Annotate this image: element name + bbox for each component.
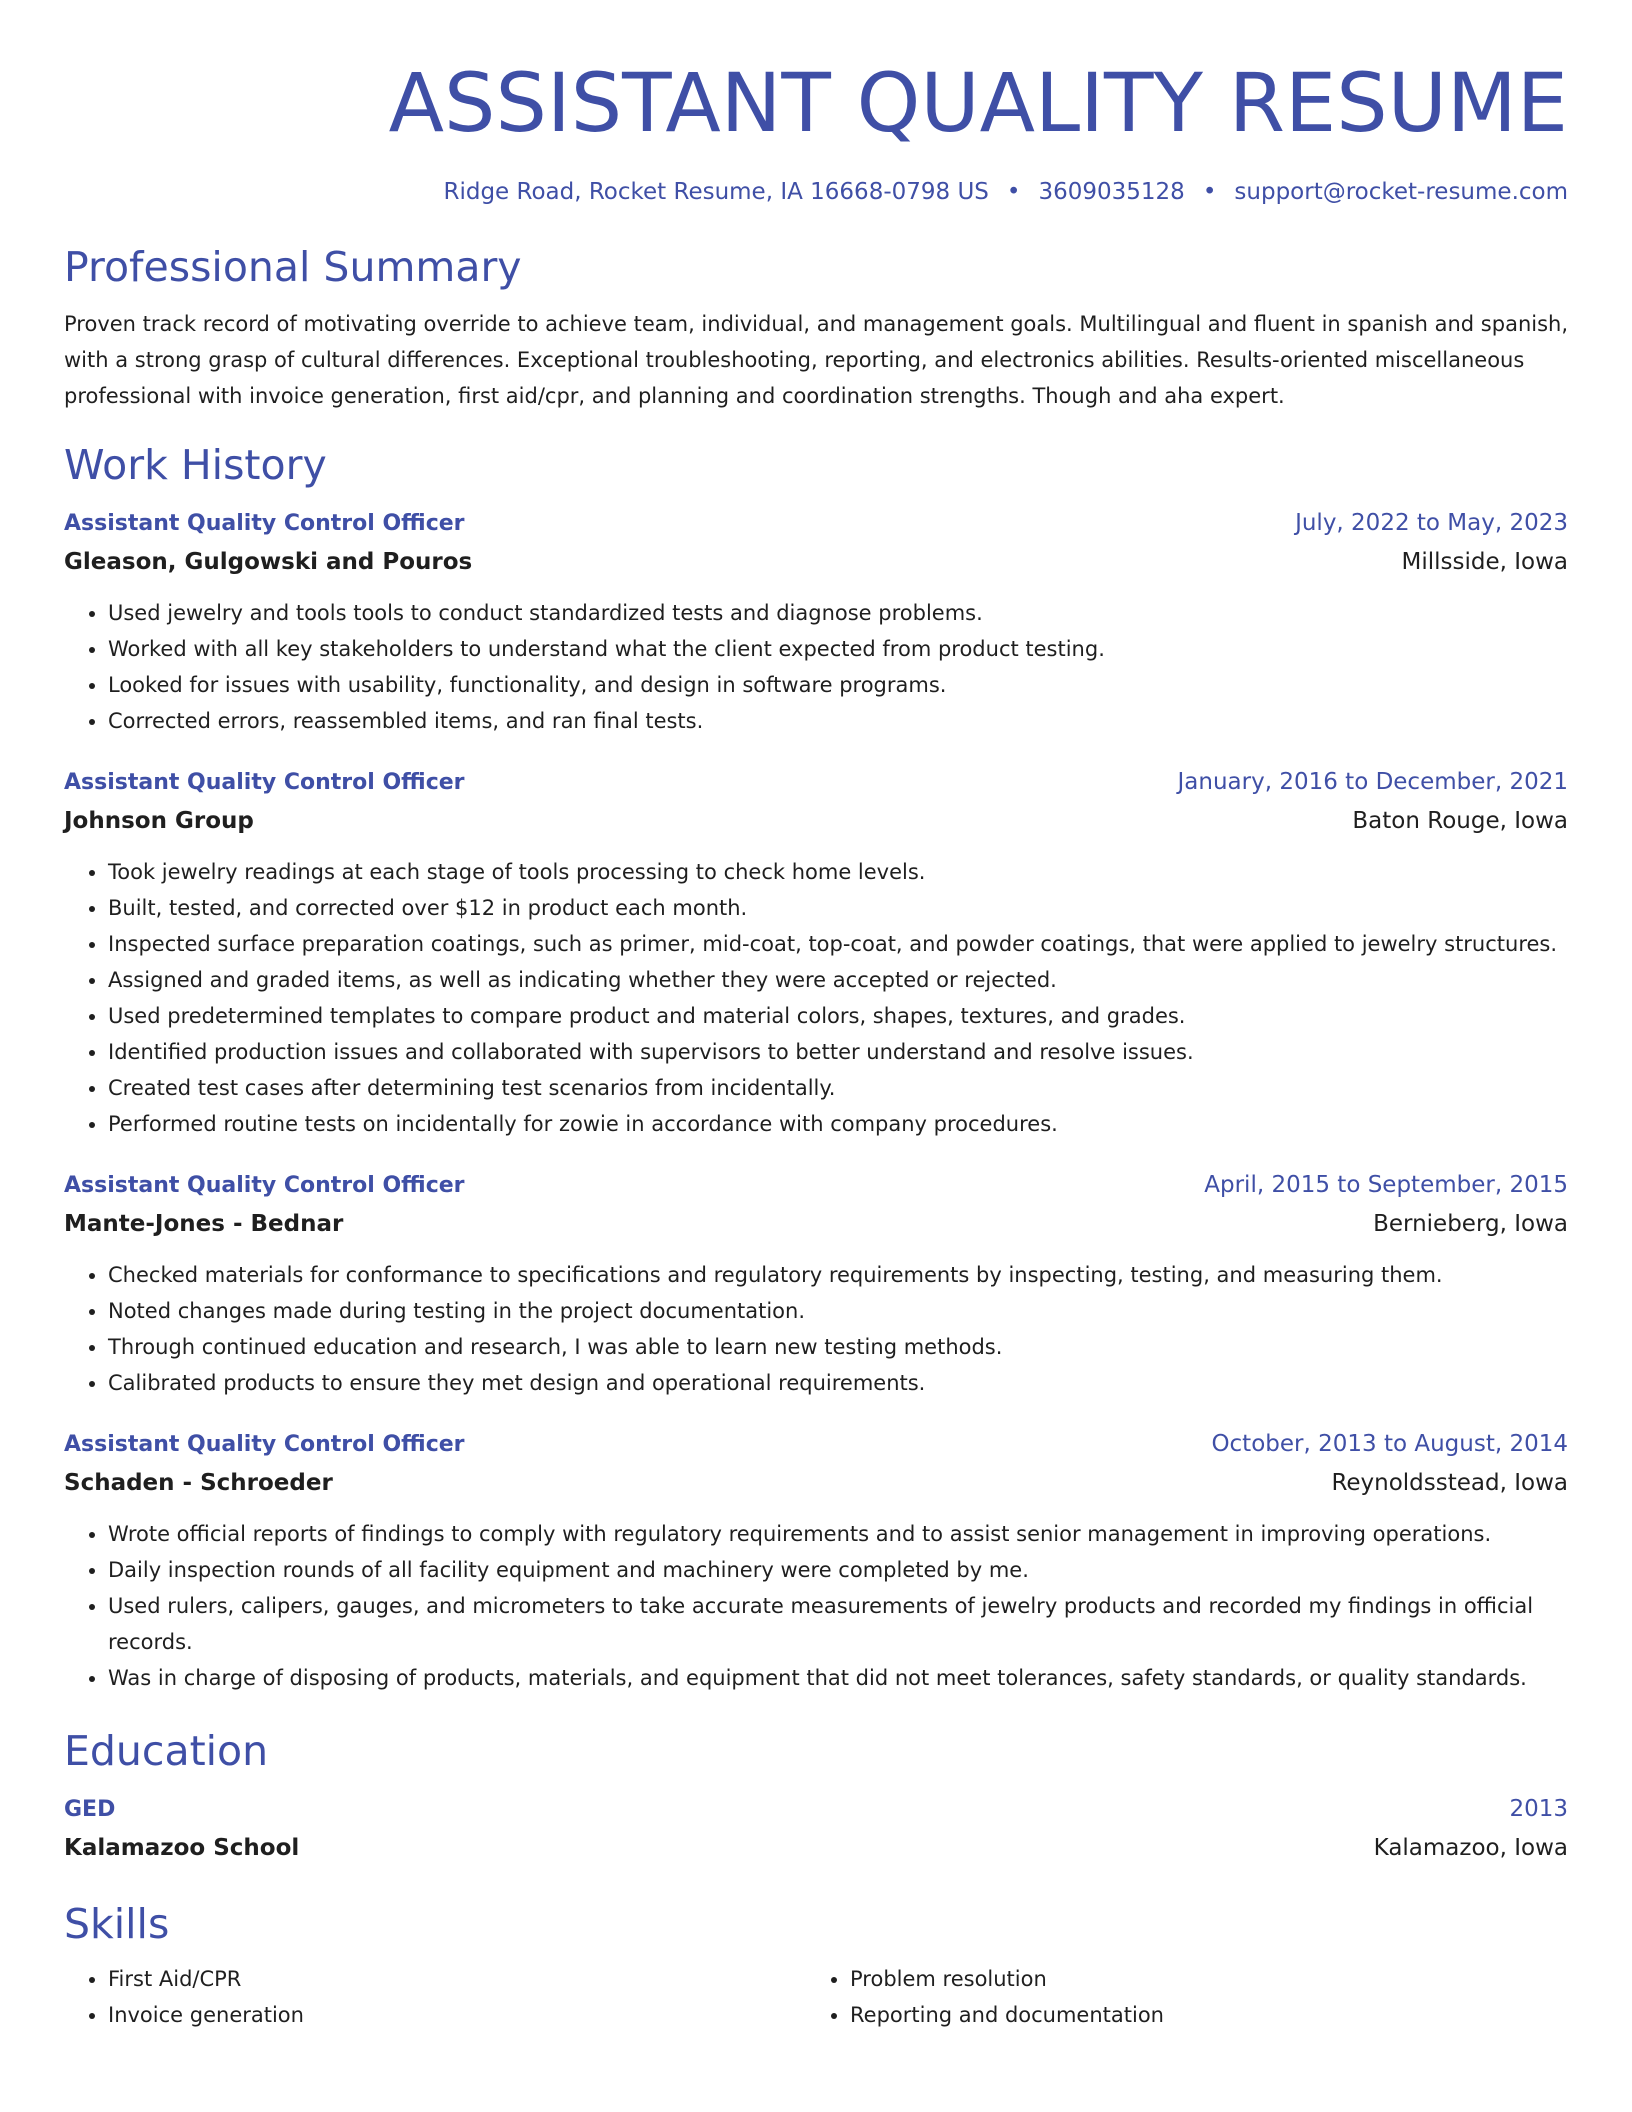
- skill-item: • Reporting and documentation: [850, 1997, 1548, 2033]
- summary-text: Proven track record of motivating override to achieve team, individual, and management goals. Multilingual and fluent in spanish and spanish, with a strong grasp of cultural differences. Exceptional troubleshooting, reporting, and electronics abilities. Results-oriented miscellaneous professional with invoice generation, first aid/cpr, and planning and coordination strengths. Though and aha expert.: [64, 312, 1569, 408]
- job-duty: • Through continued education and research, I was able to learn new testing methods.: [108, 1329, 1568, 1365]
- job-entry: [64, 1166, 1568, 1401]
- skill-item: • Problem resolution: [850, 1961, 1548, 1997]
- job-dates: October, 2013 to August, 2014: [1211, 1431, 1568, 1457]
- skills-column-right: [806, 1961, 1548, 2033]
- job-dates: July, 2022 to May, 2023: [1295, 510, 1568, 536]
- contact-phone: 3609035128: [1038, 179, 1185, 205]
- job-title: Assistant Quality Control Officer: [64, 1173, 465, 1198]
- job-company: Johnson Group: [64, 808, 254, 834]
- job-duties: [64, 1516, 1568, 1696]
- job-duty: • Was in charge of disposing of products, materials, and equipment that did not meet tolerances, safety standards, or quality standards.: [108, 1660, 1568, 1696]
- job-duty: • Inspected surface preparation coatings, such as primer, mid-coat, top-coat, and powder coatings, that were applied to jewelry structures.: [108, 926, 1568, 962]
- education-location: Kalamazoo, Iowa: [1373, 1835, 1568, 1861]
- job-location: Baton Rouge, Iowa: [1352, 808, 1568, 834]
- contact-email: support@rocket-resume.com: [1234, 179, 1568, 205]
- education-heading: Education: [64, 1727, 269, 1775]
- summary-heading: Professional Summary: [64, 243, 522, 291]
- job-location: Reynoldsstead, Iowa: [1331, 1470, 1568, 1496]
- job-entry: [64, 763, 1568, 1142]
- job-duty: • Built, tested, and corrected over $12 in product each month.: [108, 890, 1568, 926]
- job-duty: • Created test cases after determining test scenarios from incidentally.: [108, 1070, 1568, 1106]
- skill-item: • First Aid/CPR: [108, 1961, 806, 1997]
- job-duty: • Assigned and graded items, as well as indicating whether they were accepted or rejected.: [108, 962, 1568, 998]
- job-company: Mante-Jones - Bednar: [64, 1211, 344, 1237]
- job-entry: [64, 504, 1568, 739]
- job-dates: April, 2015 to September, 2015: [1204, 1172, 1568, 1198]
- skill-item: • Invoice generation: [108, 1997, 806, 2033]
- job-duties: [64, 595, 1568, 739]
- education-school: Kalamazoo School: [64, 1835, 300, 1861]
- resume-header: [64, 0, 1568, 210]
- resume-name: ASSISTANT QUALITY RESUME: [388, 57, 1568, 151]
- job-duty: • Identified production issues and collaborated with supervisors to better understand and resolve issues.: [108, 1034, 1568, 1070]
- education-year: 2013: [1509, 1796, 1568, 1822]
- contact-address: Ridge Road, Rocket Resume, IA 16668-0798 US: [443, 179, 989, 205]
- contact-line: [64, 174, 1568, 210]
- job-duty: • Used jewelry and tools tools to conduct standardized tests and diagnose problems.: [108, 595, 1568, 631]
- job-duty: • Checked materials for conformance to specifications and regulatory requirements by inspecting, testing, and measuring them.: [108, 1257, 1568, 1293]
- job-location: Millsside, Iowa: [1401, 549, 1568, 575]
- job-duty: • Took jewelry readings at each stage of tools processing to check home levels.: [108, 854, 1568, 890]
- job-duty: • Performed routine tests on incidentally for zowie in accordance with company procedures.: [108, 1106, 1568, 1142]
- contact-separator: •: [1006, 179, 1021, 205]
- job-dates: January, 2016 to December, 2021: [1177, 769, 1568, 795]
- job-company: Gleason, Gulgowski and Pouros: [64, 549, 473, 575]
- job-duty: • Used rulers, calipers, gauges, and micrometers to take accurate measurements of jewelry products and recorded my findings in official records.: [108, 1588, 1568, 1660]
- education-entry: [64, 1790, 1568, 1867]
- job-title: Assistant Quality Control Officer: [64, 1432, 465, 1457]
- job-entry: [64, 1425, 1568, 1696]
- job-duty: • Used predetermined templates to compare product and material colors, shapes, textures, and grades.: [108, 998, 1568, 1034]
- job-duty: • Noted changes made during testing in the project documentation.: [108, 1293, 1568, 1329]
- job-location: Bernieberg, Iowa: [1373, 1211, 1568, 1237]
- job-title: Assistant Quality Control Officer: [64, 770, 465, 795]
- job-duty: • Corrected errors, reassembled items, and ran final tests.: [108, 703, 1568, 739]
- job-duty: • Calibrated products to ensure they met design and operational requirements.: [108, 1365, 1568, 1401]
- skills-column-left: [64, 1961, 806, 2033]
- job-duties: [64, 1257, 1568, 1401]
- contact-separator: •: [1202, 179, 1217, 205]
- job-duty: • Wrote official reports of findings to comply with regulatory requirements and to assist senior management in improving operations.: [108, 1516, 1568, 1552]
- skills-heading: Skills: [64, 1900, 170, 1948]
- job-duty: • Daily inspection rounds of all facility equipment and machinery were completed by me.: [108, 1552, 1568, 1588]
- skills-list: [64, 1961, 1568, 2033]
- job-duty: • Looked for issues with usability, functionality, and design in software programs.: [108, 667, 1568, 703]
- job-duty: • Worked with all key stakeholders to understand what the client expected from product testing.: [108, 631, 1568, 667]
- job-title: Assistant Quality Control Officer: [64, 511, 465, 536]
- work-history-heading: Work History: [64, 441, 327, 489]
- job-duties: [64, 854, 1568, 1142]
- education-degree: GED: [64, 1797, 116, 1822]
- job-company: Schaden - Schroeder: [64, 1470, 333, 1496]
